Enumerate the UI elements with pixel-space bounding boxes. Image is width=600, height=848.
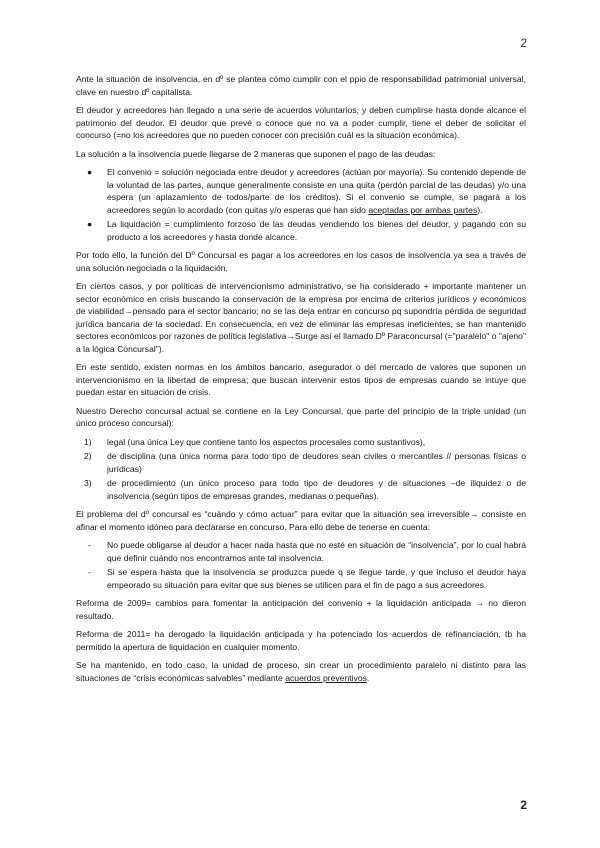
bullet-icon: ● — [87, 219, 93, 229]
list-item — [76, 218, 526, 243]
considerations-list — [76, 539, 526, 591]
list-item — [76, 166, 526, 216]
paragraph: En ciertos casos, y por políticas de intervencionismo administrativo, se ha considerado + importante mantener un sector económico en crisis buscando la conservación de la empresa por encima de criterios jurídicos y económicos de viabilidad→pensado para el sector bancario; no se las deja entrar en concurso pq supondría pérdida de seguridad jurídica bancaria de la sociedad. En consecuencia, en vez de eliminar las empresas ineficientes, se han mantenido sectores económicos por razones de política legislativa→Surge así el llamado Dº Paraconcursal (="paralelo" o "ajeno" a la lógica Concursal"). — [76, 281, 526, 354]
list-item-text: Si se espera hasta que la insolvencia se produzca puede q se llegue tarde, y que incluso el deudor haya empeorado su situación para evitar que sus bienes se utilicen para el fin de pago a sus acreedores. — [107, 567, 526, 590]
document-body — [76, 73, 526, 690]
dash-icon: - — [88, 540, 91, 550]
page-number-top: 2 — [520, 36, 527, 50]
list-item — [76, 566, 526, 591]
list-item-text: de procedimiento (un único proceso para todo tipo de deudores y de situaciones –de iliquidez o de insolvencia (según tipos de empresas grandes, medianas o pequeñas). — [107, 478, 526, 501]
paragraph: Reforma de 2009= cambios para fomentar la anticipación del convenio + la liquidación anticipada → no dieron resultado. — [76, 598, 526, 621]
page-number-bottom: 2 — [520, 798, 527, 812]
paragraph: El deudor y acreedores han llegado a una serie de acuerdos voluntarios, y deben cumplirse hasta donde alcance el patrimonio del deudor. El deudor que prevé o conoce que no va a poder cumplir, tiene el deber de solicitar el concurso (=no los acreedores que no pueden conocer con precisión cuál es la situación económica). — [76, 105, 526, 140]
list-item-text: legal (una única Ley que contiene tanto los aspectos procesales como sustantivos), — [107, 436, 426, 447]
list-item — [76, 436, 526, 449]
paragraph: El problema del dº concursal es “cuándo y cómo actuar” para evitar que la situación sea irreversible→ consiste en afinar el momento idóneo para declararse en concurso. Para ello debe de tenerse en cuenta: — [76, 509, 526, 532]
bullet-text: La liquidación = cumplimiento forzoso de las deudas vendiendo los bienes del deudor, y pagando con su producto a los acreedores y hasta donde alcance. — [107, 219, 526, 242]
paragraph: En este sentido, existen normas en los ámbitos bancario, asegurador o del mercado de valores que suponen un intervencionismo en la libertad de empresa; que buscan intervenir estos tipos de empresas cuando se intuye que puedan estar en situación de crisis. — [76, 362, 526, 397]
underlined-text: acuerdos preventivos — [285, 672, 367, 683]
paragraph — [76, 659, 526, 684]
list-item — [76, 477, 526, 502]
list-number: 3) — [84, 478, 92, 488]
list-number: 2) — [84, 451, 92, 461]
solutions-bullet-list — [76, 166, 526, 243]
paragraph-text: . — [366, 672, 370, 683]
dash-icon: - — [88, 567, 91, 577]
paragraph: Ante la situación de insolvencia, en dº se plantea cómo cumplir con el ppio de responsabilidad patrimonial universal, clave en nuestro dº capitalista. — [76, 74, 526, 97]
underlined-text: aceptadas por ambas partes — [368, 204, 478, 215]
bullet-text: ). — [477, 204, 483, 215]
list-item — [76, 450, 526, 475]
list-number: 1) — [84, 436, 92, 447]
paragraph-text: Se ha mantenido, en todo caso, la unidad de proceso, sin crear un procedimiento paralelo ni distinto para las situaciones de “crisis económicas salvables” mediante — [76, 660, 526, 683]
paragraph: Reforma de 2011= ha derogado la liquidación anticipada y ha potenciado los acuerdos de refinanciación, tb ha permitido la apertura de liquidación en cualquier momento. — [76, 629, 526, 652]
paragraph: Nuestro Derecho concursal actual se contiene en la Ley Concursal, que parte del principio de la triple unidad (un único proceso concursal): — [76, 405, 526, 428]
bullet-text: El convenio = solución negociada entre deudor y acreedores (actúan por mayoría). Su contenido depende de la voluntad de las partes, aunque generalmente consiste en una quita (perdón parcial de las deudas) y/o una espera (un aplazamiento de todos/parte de los créditos). Si el convenio se cumple, se pagará a los acreedores según lo acordado (con quitas y/o esperas que han sido — [107, 167, 526, 215]
bullet-icon: ● — [87, 167, 93, 177]
list-item — [76, 539, 526, 564]
paragraph: La solución a la insolvencia puede llegarse de 2 maneras que suponen el pago de las deudas: — [76, 148, 436, 159]
list-item-text: de disciplina (una única norma para todo tipo de deudores sean civiles o mercantiles // personas físicas o jurídicas) — [107, 451, 526, 474]
list-item-text: No puede obligarse al deudor a hacer nada hasta que no esté en situación de “insolvencia”, por lo cual habrá que definir cuándo nos encontramos ante tal insolvencia. — [107, 540, 526, 563]
triple-unity-list — [76, 436, 526, 503]
paragraph: Por todo ello, la función del Dº Concursal es pagar a los acreedores en los casos de insolvencia ya sea a través de una solución negociada o la liquidación. — [76, 250, 526, 273]
